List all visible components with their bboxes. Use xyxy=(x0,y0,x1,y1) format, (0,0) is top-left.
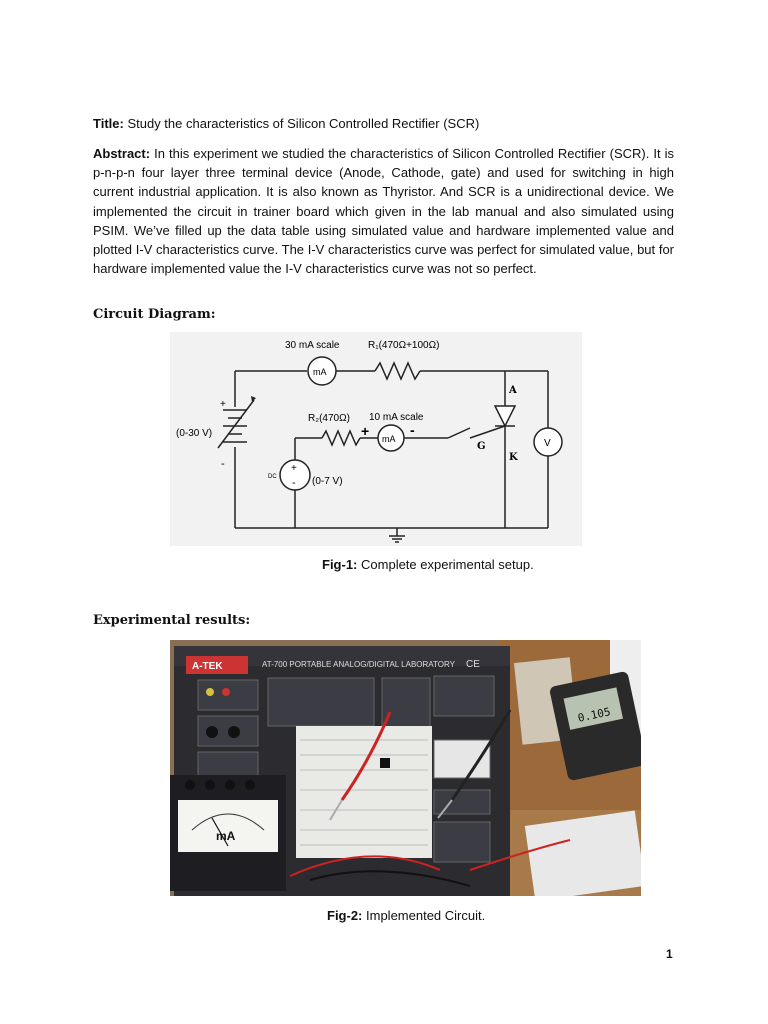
ammeter-1-unit: mA xyxy=(313,367,327,377)
fig1-text: Complete experimental setup. xyxy=(361,557,534,572)
fig2-caption xyxy=(327,907,485,925)
photo-ce-mark: CE xyxy=(466,659,480,670)
abstract-paragraph xyxy=(93,144,674,278)
label-r1: R₁(470Ω+100Ω) xyxy=(368,340,440,351)
photo-board-title: AT-700 PORTABLE ANALOG/DIGITAL LABORATORY xyxy=(262,660,455,669)
abstract-label: Abstract: xyxy=(93,146,151,161)
photo-multimeter-reading: 0.105 xyxy=(576,705,612,725)
photo-meter-unit: mA xyxy=(216,829,236,843)
ammeter-2-plus: + xyxy=(361,423,370,439)
gate-supply-label: (0-7 V) xyxy=(312,476,343,487)
supply-minus: - xyxy=(221,458,225,470)
dc-source-plus: + xyxy=(291,463,297,474)
abstract-text: In this experiment we studied the characteristics of Silicon Controlled Rectifier (SCR). It is p-n-p-n four layer three terminal device (Anode, Cathode, gate) and used for switching in high current industrial application. It is also known as Thyristor. And SCR is a unidirectional device. We implemented the circuit in trainer board which given in the lab manual and also simulated using PSIM. We’ve filled up the data table using simulated value and hardware implemented value and plotted I-V characteristics curve. The I-V characteristics curve was perfect for simulated value, but for hardware implemented value the I-V characteristics curve was not so perfect. xyxy=(93,146,675,277)
voltmeter-unit: V xyxy=(544,438,551,449)
scr-gate-label: G xyxy=(477,441,486,452)
page-number: 1 xyxy=(666,947,673,961)
circuit-diagram-heading: Circuit Diagram: xyxy=(93,307,216,322)
experimental-results-heading: Experimental results: xyxy=(93,613,251,628)
scr-cathode-label: K xyxy=(509,452,518,463)
supply-range-label: (0-30 V) xyxy=(176,428,213,439)
title-line xyxy=(93,115,683,133)
implemented-circuit-photo xyxy=(170,640,641,896)
label-r2: R₂(470Ω) xyxy=(308,413,350,424)
title-text: Study the characteristics of Silicon Controlled Rectifier (SCR) xyxy=(127,116,480,131)
dc-source-minus: - xyxy=(292,477,296,489)
label-10ma-scale: 10 mA scale xyxy=(369,412,424,423)
circuit-diagram-svg xyxy=(170,332,582,546)
title-label: Title: xyxy=(93,116,124,131)
scr-anode-label: A xyxy=(509,385,517,396)
circuit-diagram-figure xyxy=(170,332,582,546)
fig2-label: Fig-2: xyxy=(327,908,363,923)
supply-plus: + xyxy=(220,399,226,410)
fig1-label: Fig-1: xyxy=(322,557,358,572)
photo-brand: A-TEK xyxy=(192,661,223,672)
fig2-text: Implemented Circuit. xyxy=(366,908,486,923)
label-30ma-scale: 30 mA scale xyxy=(285,340,340,351)
dc-label: DC xyxy=(268,474,277,480)
fig1-caption xyxy=(322,556,534,574)
circuit-photo-svg xyxy=(170,640,641,896)
ammeter-2-minus: - xyxy=(410,422,415,438)
ammeter-2-unit: mA xyxy=(382,434,396,444)
